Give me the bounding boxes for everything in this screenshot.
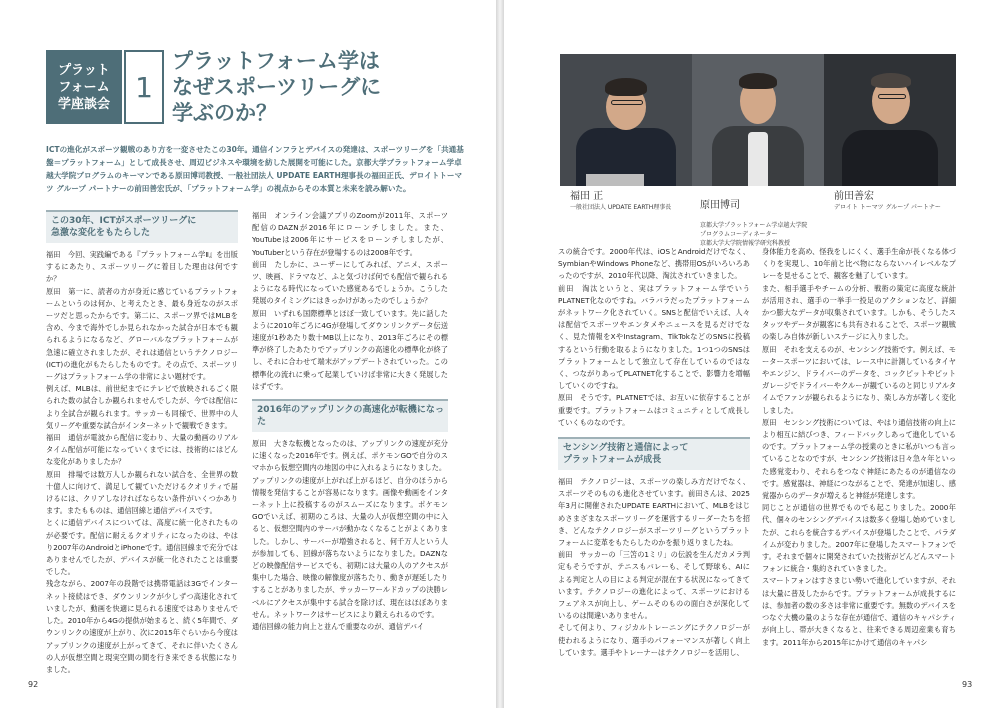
body-paragraph: 原田 大きな転機となったのは、アップリンクの速度が充分に速くなった2016年です。例えば、ポケモンGOで自分のスマホから仮想空間内の地図の中に入れるようになりました。: [252, 439, 448, 473]
body-paragraph: 通信回線の能力向上と並んで重要なのが、通信デバイ: [252, 622, 425, 632]
left-column-1: [46, 210, 238, 676]
body-paragraph: 原田 排場では数万人しか観られない試合を、全世界の数十億人に向けて、満足して観ていただけるクオリティで届けるには、クリアしなければならない条件がいくつかあります。またもものは、通信回線と通信デバイスです。: [46, 469, 238, 516]
right-page: [504, 0, 1000, 708]
body-paragraph: スの統合です。2000年代は、iOSとAndroidだけでなく、SymbianやWindows Phoneなど、携帯用OSがいろいろあったのですが、2010年代以降、淘汰されていきました。: [558, 247, 750, 281]
article-number: 1: [124, 50, 164, 124]
left-column-2: [252, 210, 448, 633]
body-paragraph: スマートフォンはすさまじい勢いで進化していますが、それは大量に普及したからです。プラットフォームが成長するには、参加者の数の多さは非常に重要です。無数のデバイスをつなぐ大機の量のような存在が通信で、通信のキャパシティが向上し、帯が大きくなると、往来できる周辺産業も育ちます。2011年から2015年にかけて通信のキャパシ: [762, 576, 956, 647]
section-heading: センシング技術と通信によって プラットフォームが成長: [558, 437, 750, 470]
body-paragraph: 残念ながら、2007年の段階では携帯電話は3Gでインターネット接続はでき、ダウンリンクが少しずつ高速化されていましたが、動画を快適に見られる速度ではありませんでした。2010年から4Gの提供が始まると、続く5年間で、ダウンリンクの速度が上がり、次に2015年ぐらいから今度はアップリンクの速度が上がってきて、それに伴いたくさんの人が仮想空間と現実空間の間を行き来できる状態になりました。: [46, 579, 238, 674]
caption-name: 前田善宏: [834, 191, 874, 202]
person-harada: [692, 54, 824, 186]
body-paragraph: 福田 通信が電波から配信に変わり、大量の動画のリアルタイム配信が可能になっていくまでには、技術的にはどんな変化がありましたか？: [46, 433, 238, 467]
right-column-2: [762, 246, 956, 649]
section-heading: この30年、ICTがスポーツリーグに 急激な変化をもたらした: [46, 210, 238, 243]
body-paragraph: 福田 テクノロジーは、スポーツの楽しみ方だけでなく、スポーツそのものも進化させています。前田さんは、2025年3月に開催されたUPDATE EARTHにおいて、MLBをはじめさまざまなスポーツリーグを運営するリーダーたちを招き、どんなテクノロジーがスポーツリーグというプラットフォームに変革をもたらしたのかを振り返りましたね。: [558, 477, 750, 548]
person-fukuda: [560, 54, 692, 186]
series-badge: プラット フォーム 学座談会: [46, 50, 122, 124]
body-paragraph: 原田 いずれも国際標準とほぼ一致しています。先に話したように2010年ごろに4Gが登場してダウンリンクデータ伝送速度が1秒あたり数十MB以上になり、2013年ごろにその標準が終了したあたりでアップリンクの高速化の標準化が終了し、それに合わせて端末がアップデートされていった。この標準化の流れに乗って起業していけば非常に大きく発展したはずです。: [252, 308, 448, 391]
body-paragraph: 前田 たしかに、ユーザーにしてみれば、アニメ、スポーツ、映画、ドラマなど、ふと気づけば何でも配信で観られるようになる時代になっていた感覚あるでしょうか。こうした発展のタイミングにはきっかけがあったのでしょうか？: [252, 259, 448, 306]
body-paragraph: 例えば、MLBは、前世紀までにテレビで放映されるごく限られた数の試合しか観られませんでしたが、今では配信により全試合が観られます。サッカーも同様で、世界中の人気リーグや重要な試合がインターネットで観戦できます。: [46, 384, 238, 430]
body-paragraph: とくに通信デバイスについては、高度に統一化されたものが必要です。配信に耐えるクオリティになったのは、やはり2007年のAndroidとiPhoneです。通信回線まで充分ではありませんでしたが、デバイスが統一化されたことは重要でした。: [46, 518, 238, 577]
body-paragraph: アップリンクの速度が上がれば上がるほど、自分のほうから情報を発信することが容易になります。画像や動画をインターネット上に投稿するのがスムーズになります。ポケモンGOでいえば、初期のころは、大量の人が仮想空間の中に入ると、仮想空間内のサーバが動かなくなることがよくありました。しかし、サーバーが増強されると、何千万人という人が参加しても、回線が落ちないようになりました。DAZNなどの映像配信サービスでも、初期には大量の人のアクセスが集中した場合、映像の解像度が落ちたり、動きが遅延したりすることがありましたが、サッカーワールドカップの決勝レベルにアクセスが集中する試合を除けば、現在はほぼありません。ネットワークはサービスにより鍛えられるのです。: [252, 475, 448, 619]
body-paragraph: 原田 第一に、読者の方が身近に感じているプラットフォームというのは何か、と考えたとき、最も身近なのがスポーツだと思ったからです。第二に、スポーツ界ではMLBを含め、今まで海外でしか見られなかった試合が日本でも観られるようになるなど、グローバルなプラットフォームが急速に確立されましたが、それは通信というテクノロジー(ICT)の進化がもたらしたものです。その点で、スポーツリーグはプラットフォーム学の非常によい題材です。: [46, 286, 238, 382]
page-number: 93: [962, 680, 973, 689]
body-paragraph: 福田 今回、実践編である『プラットフォーム学Ⅱ』を出版するにあたり、スポーツリーグに着目した理由は何ですか？: [46, 250, 238, 284]
body-paragraph: 原田 それを支えるのが、センシング技術です。例えば、モータースポーツにおいては、レース中に計測しているタイヤやエンジン、ドライバーのデータを、コックピットやピットガレージでドライバーやクルーが観ているのと同じリアルタイムでファンが観られるようになり、楽しみ方が著しく変化しました。: [762, 344, 956, 415]
body-paragraph: 身体能力を高め、怪我をしにくく、選手生命が長くなる体づくりを実現し、10年前と比べ物にならないハイレベルなプレーを見せることで、観客を魅了しています。: [762, 247, 956, 281]
caption-title: 京都大学プラットフォーム学卓越大学院 プログラムコーディネーター 京都大学大学院情報学研究科教授: [700, 222, 808, 247]
body-paragraph: 原田 そうです。PLATNETでは、お互いに依存することが重要です。プラットフォームはコミュニティとして成長していくものなのです。: [558, 393, 750, 427]
article-title: プラットフォーム学は なぜスポーツリーグに 学ぶのか？: [172, 49, 382, 125]
caption-name: 福田 正: [570, 191, 604, 202]
body-paragraph: 同じことが通信の世界でものでも起こりました。2000年代、個々のセンシングデバイスは数多く登場し始めていましたが、これらを統合するデバイスが登場したことで、パラダイムが変わりました。2007年に登場したスマートフォンです。それまで個々に開発されていた技術がどんどんスマートフォンに統合・集約されていきました。: [762, 503, 956, 574]
lead-paragraph: ICTの進化がスポーツ観戦のあり方を一変させたこの30年。通信インフラとデバイスの発達は、スポーツリーグを「共通基盤＝プラットフォーム」として成長させ、周辺ビジネスや環境を紡した展開を可能にした。京都大学プラットフォーム学卓越大学院プログラムのキーマンである原田博司教授、一般社団法人 UPDATE EARTH理事長の福田正氏、デロイトトーマツ グループ パートナーの前田善宏氏が、「プラットフォーム学」の視点からその本質と未来を読み解いた。: [46, 145, 464, 193]
laptop: [586, 174, 644, 186]
caption-title: 一般社団法人 UPDATE EARTH理事長: [570, 204, 672, 211]
body-paragraph: 原田 センシング技術については、やはり通信技術の向上により相互に結びつき、フィードバックしあって進化しているのです。プラットフォーム学の授業のときに私がいつも言っていることなのですが、センシング技術は日々急々年といった感覚変わり、それらをつなぐ神経にあたるのが通信なのです。感覚器は、神経につながることで、発達が加速し、感覚器からのデータが増えると神経が発達します。: [762, 417, 956, 501]
photo-caption-fukuda: [570, 190, 671, 212]
body-paragraph: 前田 サッカーの「三笘の1ミリ」の伝説を生んだカメラ判定もそうですが、テニスもバレーも、そして野球も、AIによる判定と人の目による判定が混在する状況になってきています。テクノロジーの進化によって、スポーツにおけるフェアネスが向上し、ゲームそのものの面白さが深化しているのは間違いありません。: [558, 550, 750, 621]
caption-name: 原田博司: [700, 200, 740, 211]
page-gutter: [496, 0, 504, 708]
panelists-photo: [560, 54, 956, 186]
body-paragraph: 福田 オンライン会議アプリのZoomが2011年、スポーツ配信のDAZNが2016年にローンチしました。また、YouTubeは2006年にサービスをローンチしましたが、YouTuberという存在が登場するのは2008年です。: [252, 211, 448, 257]
left-page: [0, 0, 496, 708]
caption-title: デロイト トーマツ グループ パートナー: [834, 204, 941, 211]
right-column-1: [558, 246, 750, 659]
photo-caption-maeda: [834, 190, 941, 212]
person-maeda: [824, 54, 956, 186]
body-paragraph: また、相手選手やチームの分析、戦術の策定に高度な統計が活用され、選手の一挙手一投足のアクションなど、詳細かつ膨大なデータが収集されています。しかも、そうしたスタッツやデータが観客にも共有されることで、スポーツ観戦の楽しみ自体が新しいステージに入りました。: [762, 283, 956, 342]
page-number: 92: [28, 680, 39, 689]
body-paragraph: 前田 淘汰というと、実はプラットフォーム学でいうPLATNET化なのですね。バラバラだったプラットフォームがネットワーク化されていく。SNSと配信でいえば、人々は配信でスポーツやエンタメやニュースを見るだけでなく、見た情報をXやInstagram、TikTokなどのSNSに投稿するという行動を取るようになりました。1つ1つのSNSはプラットフォームとして独立して存在しているのではなく、つながりあってPLATNET化することで、影響力を増幅していくのですね。: [558, 283, 750, 391]
body-paragraph: そして何より、フィジカルトレーニングにテクノロジーが使われるようになり、選手のパフォーマンスが著しく向上しています。選手やトレーナーはテクノロジーを活用し、: [558, 623, 750, 657]
section-heading: 2016年のアップリンクの高速化が転機になった: [252, 399, 448, 432]
